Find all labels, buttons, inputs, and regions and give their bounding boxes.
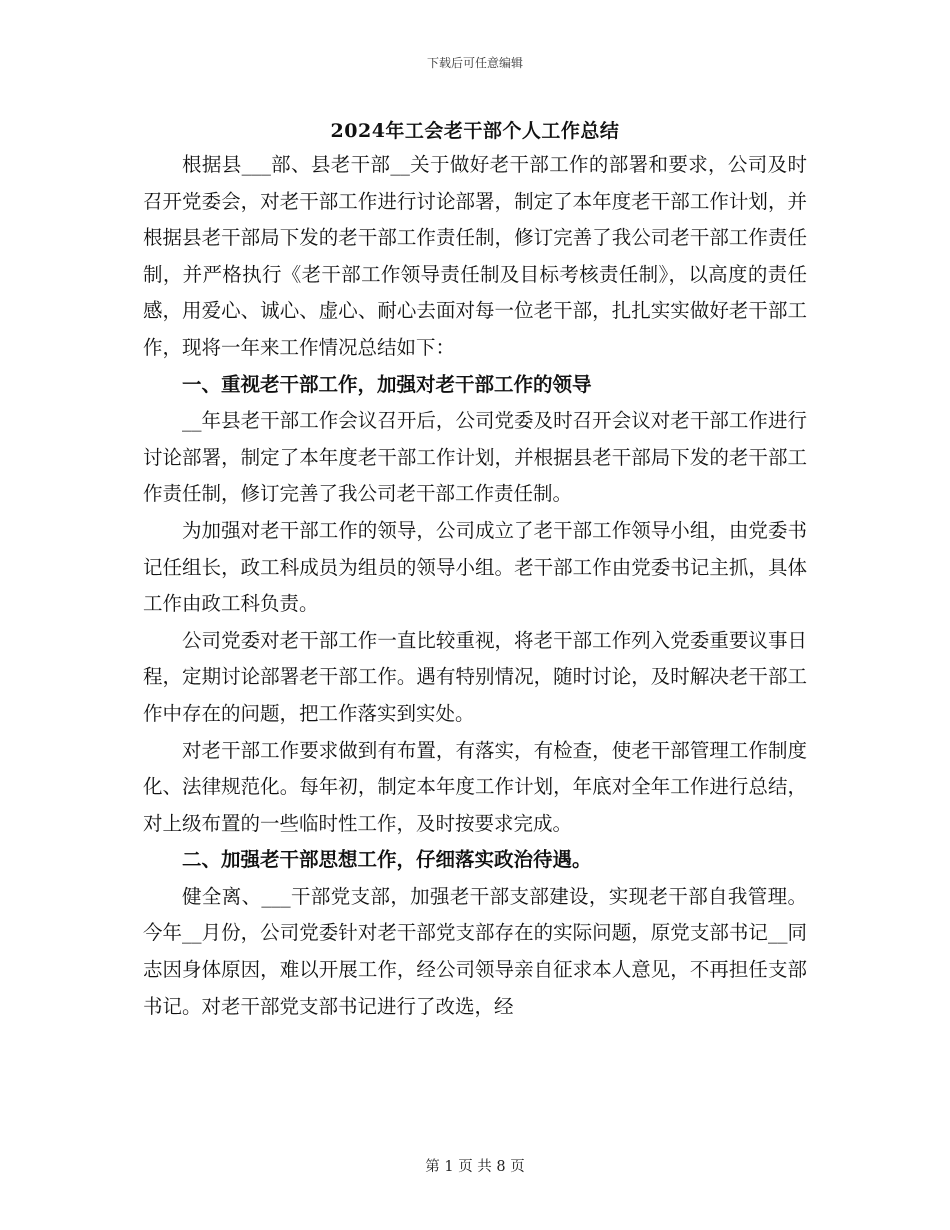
paragraph: 健全离、___干部党支部，加强老干部支部建设，实现老干部自我管理。今年__月份，公司党委针对老干部党支部存在的实际问题，原党支部书记__同志因身体原因，难以开展工作，经公司领导亲自征求本人意见，不再担任支部书记。对老干部党支部书记进行了改选，经	[143, 884, 807, 1018]
section-heading-1: 一、重视老干部工作，加强对老干部工作的领导	[182, 372, 592, 396]
header-note: 下载后可任意编辑	[426, 56, 523, 70]
document-body	[143, 147, 807, 1025]
page-number: 第 1 页 共 8 页	[425, 1159, 525, 1175]
paragraph: 公司党委对老干部工作一直比较重视，将老干部工作列入党委重要议事日程，定期讨论部署老干部工作。遇有特别情况，随时讨论，及时解决老干部工作中存在的问题，把工作落实到实处。	[143, 628, 807, 725]
document-title: 2024年工会老干部个人工作总结	[330, 120, 620, 142]
section-heading-2: 二、加强老干部思想工作，仔细落实政治待遇。	[182, 848, 592, 872]
paragraph: 对老干部工作要求做到有布置，有落实，有检查，使老干部管理工作制度化、法律规范化。每年初，制定本年度工作计划，年底对全年工作进行总结，对上级布置的一些临时性工作，及时按要求完成。	[143, 738, 807, 835]
paragraph: __年县老干部工作会议召开后，公司党委及时召开会议对老干部工作进行讨论部署，制定了本年度老干部工作计划，并根据县老干部局下发的老干部工作责任制，修订完善了我公司老干部工作责任制。	[143, 409, 807, 506]
paragraph-intro: 根据县___部、县老干部__关于做好老干部工作的部署和要求，公司及时召开党委会，对老干部工作进行讨论部署，制定了本年度老干部工作计划，并根据县老干部局下发的老干部工作责任制，修订完善了我公司老干部工作责任制，并严格执行《老干部工作领导责任制及目标考核责任制》，以高度的责任感，用爱心、诚心、虚心、耐心去面对每一位老干部，扎扎实实做好老干部工作，现将一年来工作情况总结如下：	[143, 153, 807, 359]
paragraph: 为加强对老干部工作的领导，公司成立了老干部工作领导小组，由党委书记任组长，政工科成员为组员的领导小组。老干部工作由党委书记主抓，具体工作由政工科负责。	[143, 518, 807, 616]
